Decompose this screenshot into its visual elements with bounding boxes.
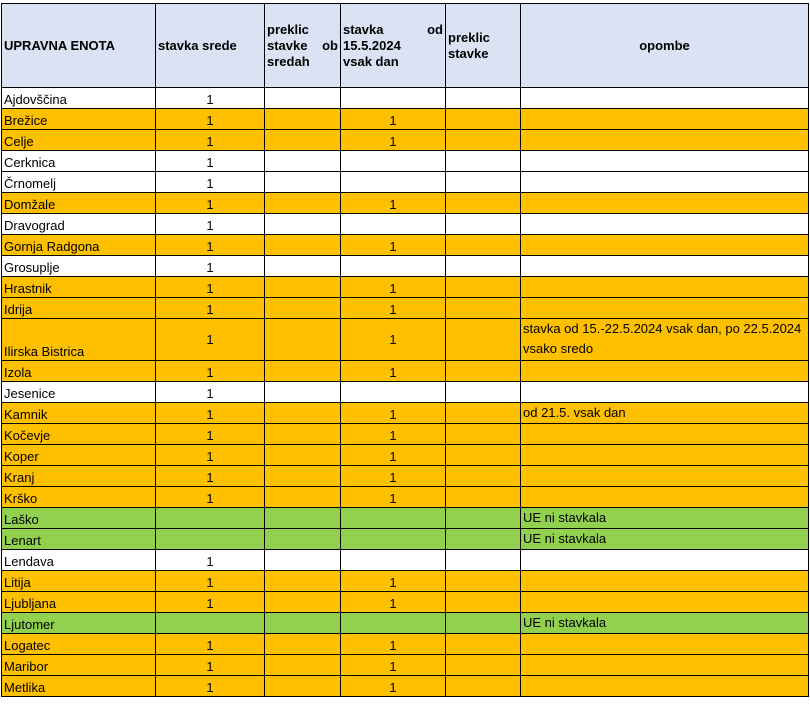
cell-opombe bbox=[521, 151, 809, 172]
cell-stavka-srede: 1 bbox=[156, 130, 265, 151]
cell-stavka-srede: 1 bbox=[156, 592, 265, 613]
cell-upravna-enota: Jesenice bbox=[2, 382, 156, 403]
cell-stavka-srede: 1 bbox=[156, 193, 265, 214]
cell-opombe bbox=[521, 571, 809, 592]
cell-upravna-enota: Metlika bbox=[2, 676, 156, 697]
cell-opombe: UE ni stavkala bbox=[521, 529, 809, 550]
cell-upravna-enota: Lenart bbox=[2, 529, 156, 550]
cell-preklic-stavke bbox=[446, 529, 521, 550]
cell-opombe bbox=[521, 256, 809, 277]
cell-stavka-srede: 1 bbox=[156, 424, 265, 445]
cell-opombe bbox=[521, 445, 809, 466]
cell-preklic-stavke-ob-sredah bbox=[265, 88, 341, 109]
cell-upravna-enota: Hrastnik bbox=[2, 277, 156, 298]
cell-stavka-od: 1 bbox=[341, 193, 446, 214]
cell-stavka-od bbox=[341, 529, 446, 550]
cell-preklic-stavke-ob-sredah bbox=[265, 466, 341, 487]
cell-stavka-od: 1 bbox=[341, 319, 446, 361]
cell-opombe bbox=[521, 676, 809, 697]
cell-stavka-od bbox=[341, 88, 446, 109]
table-row bbox=[2, 424, 809, 445]
table-row bbox=[2, 256, 809, 277]
cell-upravna-enota: Krško bbox=[2, 487, 156, 508]
cell-upravna-enota: Laško bbox=[2, 508, 156, 529]
cell-stavka-srede bbox=[156, 508, 265, 529]
cell-upravna-enota: Izola bbox=[2, 361, 156, 382]
cell-stavka-srede: 1 bbox=[156, 382, 265, 403]
cell-preklic-stavke bbox=[446, 256, 521, 277]
cell-stavka-od: 1 bbox=[341, 655, 446, 676]
cell-preklic-stavke-ob-sredah bbox=[265, 298, 341, 319]
cell-stavka-od: 1 bbox=[341, 235, 446, 256]
cell-upravna-enota: Ilirska Bistrica bbox=[2, 319, 156, 361]
cell-preklic-stavke bbox=[446, 403, 521, 424]
cell-stavka-srede: 1 bbox=[156, 403, 265, 424]
cell-upravna-enota: Ljubljana bbox=[2, 592, 156, 613]
cell-preklic-stavke bbox=[446, 508, 521, 529]
table-row bbox=[2, 445, 809, 466]
cell-opombe bbox=[521, 424, 809, 445]
table-row bbox=[2, 151, 809, 172]
cell-upravna-enota: Litija bbox=[2, 571, 156, 592]
cell-stavka-od bbox=[341, 214, 446, 235]
cell-stavka-srede: 1 bbox=[156, 109, 265, 130]
cell-preklic-stavke-ob-sredah bbox=[265, 277, 341, 298]
cell-preklic-stavke-ob-sredah bbox=[265, 676, 341, 697]
cell-preklic-stavke bbox=[446, 613, 521, 634]
cell-upravna-enota: Kranj bbox=[2, 466, 156, 487]
cell-preklic-stavke-ob-sredah bbox=[265, 214, 341, 235]
cell-stavka-od: 1 bbox=[341, 592, 446, 613]
cell-upravna-enota: Celje bbox=[2, 130, 156, 151]
cell-preklic-stavke-ob-sredah bbox=[265, 382, 341, 403]
cell-stavka-srede: 1 bbox=[156, 676, 265, 697]
cell-preklic-stavke-ob-sredah bbox=[265, 592, 341, 613]
table-row bbox=[2, 529, 809, 550]
cell-preklic-stavke-ob-sredah bbox=[265, 634, 341, 655]
cell-opombe bbox=[521, 655, 809, 676]
cell-opombe bbox=[521, 466, 809, 487]
cell-stavka-od: 1 bbox=[341, 487, 446, 508]
strike-status-table bbox=[1, 3, 809, 697]
cell-preklic-stavke bbox=[446, 634, 521, 655]
cell-stavka-od: 1 bbox=[341, 634, 446, 655]
cell-preklic-stavke-ob-sredah bbox=[265, 529, 341, 550]
table-row bbox=[2, 319, 809, 361]
cell-opombe: od 21.5. vsak dan bbox=[521, 403, 809, 424]
table-row bbox=[2, 571, 809, 592]
cell-stavka-od: 1 bbox=[341, 130, 446, 151]
cell-stavka-od bbox=[341, 508, 446, 529]
cell-opombe bbox=[521, 592, 809, 613]
cell-preklic-stavke bbox=[446, 571, 521, 592]
cell-opombe bbox=[521, 88, 809, 109]
table-row bbox=[2, 172, 809, 193]
cell-preklic-stavke-ob-sredah bbox=[265, 487, 341, 508]
cell-preklic-stavke bbox=[446, 235, 521, 256]
header-preklic-stavke-ob-sredah: preklic stavke ob sredah bbox=[265, 4, 341, 88]
cell-preklic-stavke-ob-sredah bbox=[265, 403, 341, 424]
cell-stavka-od: 1 bbox=[341, 466, 446, 487]
cell-opombe bbox=[521, 214, 809, 235]
cell-preklic-stavke bbox=[446, 298, 521, 319]
table-row bbox=[2, 361, 809, 382]
cell-opombe bbox=[521, 382, 809, 403]
header-preklic-stavke: preklic stavke bbox=[446, 4, 521, 88]
cell-stavka-srede: 1 bbox=[156, 277, 265, 298]
cell-stavka-od bbox=[341, 172, 446, 193]
cell-stavka-od bbox=[341, 151, 446, 172]
cell-preklic-stavke bbox=[446, 592, 521, 613]
cell-preklic-stavke-ob-sredah bbox=[265, 508, 341, 529]
cell-opombe bbox=[521, 277, 809, 298]
cell-preklic-stavke-ob-sredah bbox=[265, 319, 341, 361]
cell-opombe: UE ni stavkala bbox=[521, 613, 809, 634]
cell-upravna-enota: Ajdovščina bbox=[2, 88, 156, 109]
cell-upravna-enota: Logatec bbox=[2, 634, 156, 655]
cell-preklic-stavke-ob-sredah bbox=[265, 361, 341, 382]
cell-preklic-stavke bbox=[446, 130, 521, 151]
cell-opombe bbox=[521, 130, 809, 151]
cell-preklic-stavke-ob-sredah bbox=[265, 172, 341, 193]
cell-preklic-stavke bbox=[446, 109, 521, 130]
cell-stavka-od: 1 bbox=[341, 361, 446, 382]
cell-stavka-od: 1 bbox=[341, 109, 446, 130]
table-row bbox=[2, 277, 809, 298]
cell-stavka-srede: 1 bbox=[156, 634, 265, 655]
cell-opombe bbox=[521, 235, 809, 256]
cell-preklic-stavke-ob-sredah bbox=[265, 256, 341, 277]
cell-stavka-od: 1 bbox=[341, 403, 446, 424]
table-row bbox=[2, 130, 809, 151]
cell-preklic-stavke-ob-sredah bbox=[265, 445, 341, 466]
cell-stavka-srede: 1 bbox=[156, 361, 265, 382]
cell-stavka-srede bbox=[156, 613, 265, 634]
cell-preklic-stavke-ob-sredah bbox=[265, 151, 341, 172]
cell-upravna-enota: Maribor bbox=[2, 655, 156, 676]
cell-upravna-enota: Kočevje bbox=[2, 424, 156, 445]
table-row bbox=[2, 487, 809, 508]
cell-preklic-stavke-ob-sredah bbox=[265, 550, 341, 571]
cell-stavka-srede: 1 bbox=[156, 571, 265, 592]
cell-preklic-stavke bbox=[446, 424, 521, 445]
cell-stavka-srede: 1 bbox=[156, 487, 265, 508]
cell-upravna-enota: Gornja Radgona bbox=[2, 235, 156, 256]
cell-preklic-stavke bbox=[446, 382, 521, 403]
cell-stavka-od bbox=[341, 613, 446, 634]
cell-upravna-enota: Črnomelj bbox=[2, 172, 156, 193]
cell-upravna-enota: Idrija bbox=[2, 298, 156, 319]
cell-stavka-od: 1 bbox=[341, 445, 446, 466]
table-row bbox=[2, 193, 809, 214]
cell-upravna-enota: Kamnik bbox=[2, 403, 156, 424]
table-row bbox=[2, 592, 809, 613]
cell-preklic-stavke-ob-sredah bbox=[265, 655, 341, 676]
cell-preklic-stavke bbox=[446, 466, 521, 487]
cell-stavka-od: 1 bbox=[341, 298, 446, 319]
cell-preklic-stavke bbox=[446, 550, 521, 571]
cell-stavka-srede: 1 bbox=[156, 172, 265, 193]
table-row bbox=[2, 214, 809, 235]
cell-preklic-stavke-ob-sredah bbox=[265, 613, 341, 634]
table-row bbox=[2, 466, 809, 487]
table-row bbox=[2, 634, 809, 655]
table-row bbox=[2, 382, 809, 403]
table-row bbox=[2, 298, 809, 319]
header-upravna-enota: UPRAVNA ENOTA bbox=[2, 4, 156, 88]
cell-stavka-od: 1 bbox=[341, 277, 446, 298]
table-row bbox=[2, 403, 809, 424]
cell-preklic-stavke bbox=[446, 445, 521, 466]
cell-opombe: UE ni stavkala bbox=[521, 508, 809, 529]
cell-stavka-srede: 1 bbox=[156, 256, 265, 277]
cell-upravna-enota: Koper bbox=[2, 445, 156, 466]
cell-upravna-enota: Domžale bbox=[2, 193, 156, 214]
cell-preklic-stavke bbox=[446, 319, 521, 361]
cell-stavka-od bbox=[341, 256, 446, 277]
cell-upravna-enota: Lendava bbox=[2, 550, 156, 571]
cell-stavka-od: 1 bbox=[341, 676, 446, 697]
cell-upravna-enota: Grosuplje bbox=[2, 256, 156, 277]
cell-stavka-srede: 1 bbox=[156, 235, 265, 256]
table-row bbox=[2, 655, 809, 676]
cell-preklic-stavke bbox=[446, 193, 521, 214]
cell-opombe bbox=[521, 487, 809, 508]
cell-preklic-stavke-ob-sredah bbox=[265, 424, 341, 445]
cell-preklic-stavke bbox=[446, 361, 521, 382]
cell-preklic-stavke bbox=[446, 676, 521, 697]
cell-opombe bbox=[521, 550, 809, 571]
cell-preklic-stavke bbox=[446, 214, 521, 235]
cell-preklic-stavke bbox=[446, 172, 521, 193]
table-row bbox=[2, 235, 809, 256]
cell-stavka-srede: 1 bbox=[156, 466, 265, 487]
cell-stavka-srede: 1 bbox=[156, 445, 265, 466]
table-row bbox=[2, 613, 809, 634]
cell-preklic-stavke bbox=[446, 487, 521, 508]
cell-upravna-enota: Brežice bbox=[2, 109, 156, 130]
cell-preklic-stavke-ob-sredah bbox=[265, 571, 341, 592]
cell-stavka-srede: 1 bbox=[156, 550, 265, 571]
cell-preklic-stavke-ob-sredah bbox=[265, 130, 341, 151]
cell-stavka-od bbox=[341, 550, 446, 571]
table-row bbox=[2, 508, 809, 529]
table-row bbox=[2, 550, 809, 571]
cell-opombe: stavka od 15.-22.5.2024 vsak dan, po 22.5.2024 vsako sredo bbox=[521, 319, 809, 361]
table-row bbox=[2, 88, 809, 109]
cell-opombe bbox=[521, 172, 809, 193]
cell-stavka-srede: 1 bbox=[156, 319, 265, 361]
cell-preklic-stavke bbox=[446, 88, 521, 109]
cell-stavka-od: 1 bbox=[341, 424, 446, 445]
cell-stavka-od: 1 bbox=[341, 571, 446, 592]
cell-preklic-stavke-ob-sredah bbox=[265, 109, 341, 130]
cell-upravna-enota: Ljutomer bbox=[2, 613, 156, 634]
cell-stavka-srede: 1 bbox=[156, 88, 265, 109]
cell-stavka-srede: 1 bbox=[156, 298, 265, 319]
cell-stavka-srede: 1 bbox=[156, 151, 265, 172]
cell-stavka-srede: 1 bbox=[156, 655, 265, 676]
cell-stavka-srede: 1 bbox=[156, 214, 265, 235]
cell-opombe bbox=[521, 634, 809, 655]
cell-opombe bbox=[521, 109, 809, 130]
cell-opombe bbox=[521, 298, 809, 319]
cell-upravna-enota: Cerknica bbox=[2, 151, 156, 172]
cell-preklic-stavke bbox=[446, 151, 521, 172]
cell-opombe bbox=[521, 361, 809, 382]
header-opombe: opombe bbox=[521, 4, 809, 88]
cell-preklic-stavke bbox=[446, 655, 521, 676]
cell-opombe bbox=[521, 193, 809, 214]
cell-stavka-srede bbox=[156, 529, 265, 550]
cell-stavka-od bbox=[341, 382, 446, 403]
header-row bbox=[2, 4, 809, 88]
cell-upravna-enota: Dravograd bbox=[2, 214, 156, 235]
table-row bbox=[2, 109, 809, 130]
header-stavka-srede: stavka srede bbox=[156, 4, 265, 88]
table-row bbox=[2, 676, 809, 697]
cell-preklic-stavke bbox=[446, 277, 521, 298]
header-stavka-od-15-5-2024: stavka od 15.5.2024 vsak dan bbox=[341, 4, 446, 88]
cell-preklic-stavke-ob-sredah bbox=[265, 193, 341, 214]
cell-preklic-stavke-ob-sredah bbox=[265, 235, 341, 256]
